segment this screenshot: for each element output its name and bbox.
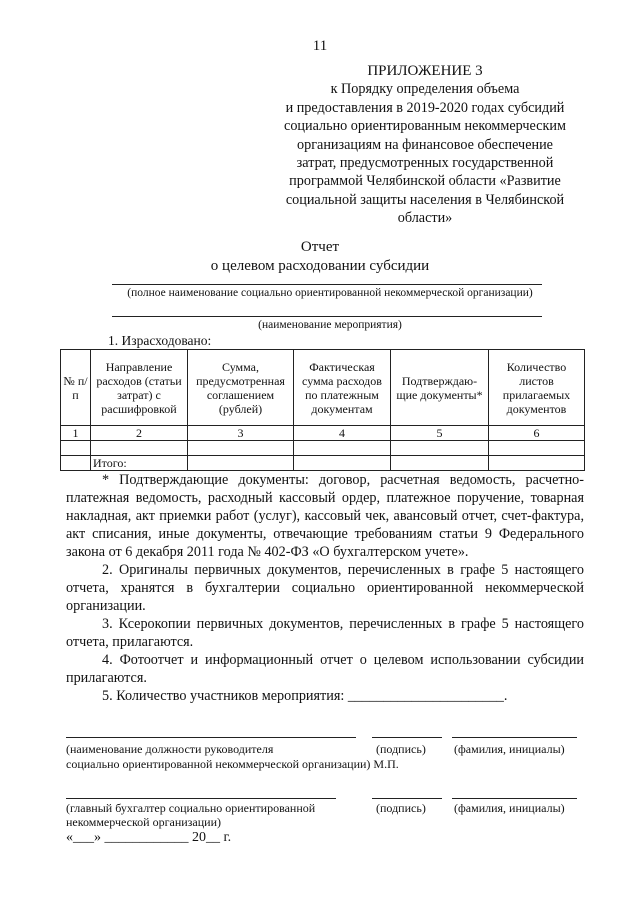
appendix-header bbox=[240, 62, 610, 228]
table-cell bbox=[61, 456, 91, 471]
event-name-caption: (наименование мероприятия) bbox=[258, 319, 402, 331]
table-cell bbox=[188, 441, 294, 456]
column-number: 3 bbox=[188, 426, 294, 441]
appendix-line: социальной защиты населения в Челябинской bbox=[285, 191, 565, 208]
head-org-caption: социально ориентированной некоммерческой организации) М.П. bbox=[66, 757, 399, 771]
column-number: 2 bbox=[91, 426, 188, 441]
report-title-line2: о целевом расходовании субсидии bbox=[210, 258, 430, 274]
spent-label: 1. Израсходовано: bbox=[108, 333, 212, 348]
table-header-row bbox=[61, 350, 585, 426]
head-signature-line bbox=[372, 737, 442, 738]
accountant-name-line bbox=[452, 798, 577, 799]
note-item-2: 2. Оригиналы первичных документов, перечисленных в графе 5 настоящего отчета, хранятся в бухгалтерии социально ориентированной некоммерческой организации. bbox=[66, 562, 584, 614]
table-cell bbox=[294, 441, 391, 456]
accountant-signature-line bbox=[372, 798, 442, 799]
table-cell bbox=[391, 441, 489, 456]
note-item-5: 5. Количество участников мероприятия: ______________________. bbox=[102, 688, 508, 704]
notes-section bbox=[66, 471, 584, 705]
footnote-paragraph: * Подтверждающие документы: договор, расчетная ведомость, расчетно-платежная ведомость, расходный кассовый ордер, платежное поручение, товарная накладная, акт приемки работ (услуг), кассовый чек, авансовый отчет, счет-фактура, акт списания, иные документы, отвечающие требованиям статьи 9 Федерального закона от 6 декабря 2011 года № 402-ФЗ «О бухгалтерском учете». bbox=[66, 472, 584, 560]
accountant-org-caption: некоммерческой организации) bbox=[66, 815, 222, 829]
column-number: 4 bbox=[294, 426, 391, 441]
accountant-caption: (главный бухгалтер социально ориентированной bbox=[66, 801, 316, 815]
org-name-caption: (полное наименование социально ориентированной некоммерческой организации) bbox=[127, 287, 533, 299]
expenses-table bbox=[60, 349, 585, 471]
head-name-line bbox=[452, 737, 577, 738]
header-cell: Направление расходов (статьи затрат) с расшифровкой bbox=[91, 350, 188, 426]
table-cell bbox=[91, 441, 188, 456]
header-cell: Фактическая сумма расходов по платежным документам bbox=[294, 350, 391, 426]
column-number: 6 bbox=[489, 426, 585, 441]
head-position-caption: (наименование должности руководителя bbox=[66, 742, 274, 756]
note-item-3: 3. Ксерокопии первичных документов, перечисленных в графе 5 настоящего отчета, прилагаются. bbox=[66, 616, 584, 650]
head-position-line bbox=[66, 737, 356, 738]
column-number: 5 bbox=[391, 426, 489, 441]
appendix-heading: ПРИЛОЖЕНИЕ 3 bbox=[367, 63, 483, 79]
table-cell bbox=[391, 456, 489, 471]
header-cell: № п/п bbox=[61, 350, 91, 426]
org-name-line bbox=[112, 284, 542, 285]
table-number-row bbox=[61, 426, 585, 441]
table-cell bbox=[188, 456, 294, 471]
table-total-row bbox=[61, 456, 585, 471]
page-number: 11 bbox=[312, 38, 328, 54]
appendix-line: социально ориентированным некоммерческим bbox=[284, 118, 566, 135]
appendix-line: затрат, предусмотренных государственной bbox=[296, 155, 554, 172]
accountant-line bbox=[66, 798, 336, 799]
report-title-line1: Отчет bbox=[300, 239, 340, 255]
appendix-line: к Порядку определения объема bbox=[330, 81, 520, 98]
report-title bbox=[0, 238, 640, 276]
column-number: 1 bbox=[61, 426, 91, 441]
appendix-line: программой Челябинской области «Развитие bbox=[289, 173, 561, 190]
total-label: Итого: bbox=[91, 456, 188, 471]
table-cell bbox=[294, 456, 391, 471]
accountant-signature-caption: (подпись) bbox=[376, 801, 426, 815]
date-line: «___» ____________ 20__ г. bbox=[66, 830, 232, 845]
table-cell bbox=[489, 441, 585, 456]
header-cell: Подтверждаю-щие документы* bbox=[391, 350, 489, 426]
note-item-4: 4. Фотоотчет и информационный отчет о целевом использовании субсидии прилагаются. bbox=[66, 652, 584, 686]
head-signature-caption: (подпись) bbox=[376, 742, 426, 756]
appendix-line: и предоставления в 2019-2020 годах субсидий bbox=[285, 99, 565, 116]
header-cell: Сумма, предусмотренная соглашением (рублей) bbox=[188, 350, 294, 426]
head-name-caption: (фамилия, инициалы) bbox=[454, 742, 565, 756]
table-row bbox=[61, 441, 585, 456]
appendix-line: области» bbox=[397, 210, 453, 227]
appendix-line: организациям на финансовое обеспечение bbox=[297, 136, 553, 153]
event-name-line bbox=[112, 316, 542, 317]
header-cell: Количество листов прилагаемых документов bbox=[489, 350, 585, 426]
table-cell bbox=[489, 456, 585, 471]
accountant-name-caption: (фамилия, инициалы) bbox=[454, 801, 565, 815]
table-cell bbox=[61, 441, 91, 456]
